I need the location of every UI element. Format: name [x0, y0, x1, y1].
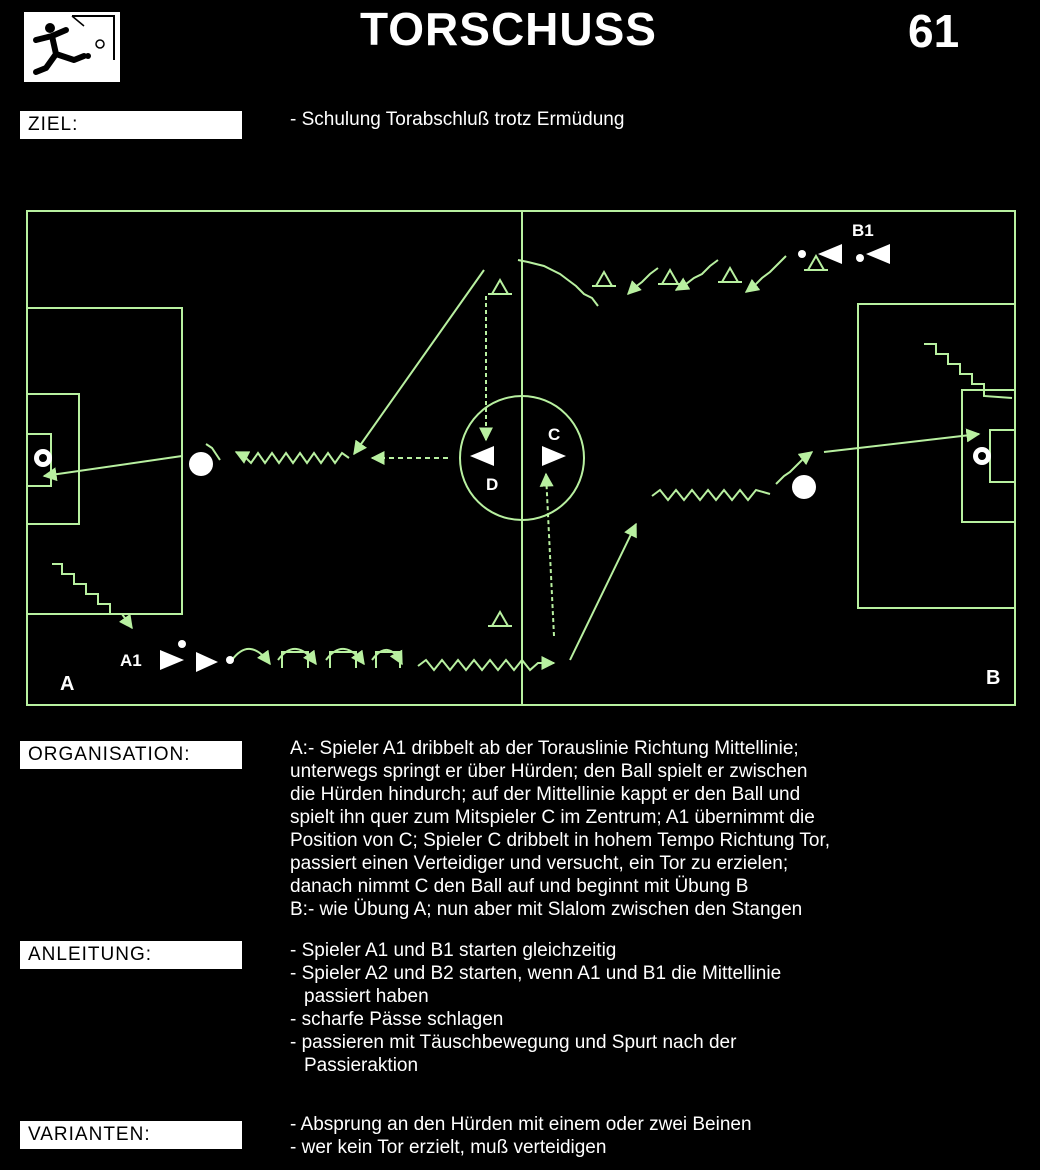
- anleitung-line: passiert haben: [304, 986, 429, 1007]
- player-c-icon: [542, 446, 566, 466]
- organisation-line: passiert einen Verteidiger und versucht, ein Tor zu erzielen;: [290, 853, 789, 874]
- player-d-icon: [470, 446, 494, 466]
- pitch-diagram: [24, 208, 1018, 708]
- label-a1: A1: [120, 651, 142, 670]
- varianten-line: - wer kein Tor erzielt, muß verteidigen: [290, 1137, 607, 1158]
- hurdle-icon: [330, 652, 356, 668]
- defender-icon: [189, 452, 213, 476]
- organisation-label: ORGANISATION:: [20, 741, 242, 769]
- hurdle-icon: [282, 652, 308, 668]
- label-c: C: [548, 425, 561, 444]
- goalkeeper-icon: [34, 449, 52, 467]
- defender-icon: [792, 475, 816, 499]
- varianten-label: VARIANTEN:: [20, 1121, 242, 1149]
- organisation-line: Position von C; Spieler C dribbelt in hohem Tempo Richtung Tor,: [290, 830, 831, 851]
- organisation-line: danach nimmt C den Ball auf und beginnt mit Übung B: [290, 876, 749, 897]
- cone-icon: [804, 256, 828, 270]
- ziel-line: - Schulung Torabschluß trotz Ermüdung: [290, 109, 625, 130]
- organisation-line: die Hürden hindurch; auf der Mittellinie kappt er den Ball und: [290, 784, 801, 805]
- anleitung-line: - passieren mit Täuschbewegung und Spurt nach der: [290, 1032, 737, 1053]
- anleitung-line: Passieraktion: [304, 1055, 419, 1076]
- player-a2-icon: [196, 652, 218, 672]
- anleitung-label: ANLEITUNG:: [20, 941, 242, 969]
- player-a1-icon: [160, 650, 184, 670]
- ball-icon: [226, 656, 234, 664]
- organisation-line: A:- Spieler A1 dribbelt ab der Torauslinie Richtung Mittellinie;: [290, 738, 799, 759]
- soccer-shot-icon: [22, 10, 122, 84]
- organisation-line: spielt ihn quer zum Mitspieler C im Zentrum; A1 übernimmt die: [290, 807, 815, 828]
- label-a: A: [60, 673, 75, 695]
- ziel-label: ZIEL:: [20, 111, 242, 139]
- player-b2-icon: [866, 244, 890, 264]
- varianten-line: - Absprung an den Hürden mit einem oder zwei Beinen: [290, 1114, 752, 1135]
- ball-icon: [856, 254, 864, 262]
- label-b: B: [986, 667, 1001, 689]
- cone-icon: [488, 612, 512, 626]
- cone-icon: [488, 280, 512, 294]
- cone-icon: [718, 268, 742, 282]
- organisation-line: B:- wie Übung A; nun aber mit Slalom zwischen den Stangen: [290, 899, 803, 920]
- label-d: D: [486, 475, 499, 494]
- organisation-line: unterwegs springt er über Hürden; den Ball spielt er zwischen: [290, 761, 808, 782]
- right-goal: [990, 430, 1015, 482]
- label-b1: B1: [852, 221, 874, 240]
- cone-icon: [592, 272, 616, 286]
- anleitung-line: - Spieler A1 und B1 starten gleichzeitig: [290, 940, 617, 961]
- goalkeeper-icon: [973, 447, 991, 465]
- ziel-text: [290, 108, 1030, 131]
- ball-icon: [178, 640, 186, 648]
- organisation-text: [290, 737, 1030, 921]
- cone-icon: [658, 270, 682, 284]
- varianten-text: [290, 1113, 1030, 1159]
- page-title: TORSCHUSS: [360, 3, 657, 55]
- ball-icon: [798, 250, 806, 258]
- anleitung-text: [290, 939, 1030, 1077]
- page-number: 61: [908, 5, 960, 57]
- anleitung-line: - scharfe Pässe schlagen: [290, 1009, 504, 1030]
- player-b1-icon: [818, 244, 842, 264]
- anleitung-line: - Spieler A2 und B2 starten, wenn A1 und B1 die Mittellinie: [290, 963, 782, 984]
